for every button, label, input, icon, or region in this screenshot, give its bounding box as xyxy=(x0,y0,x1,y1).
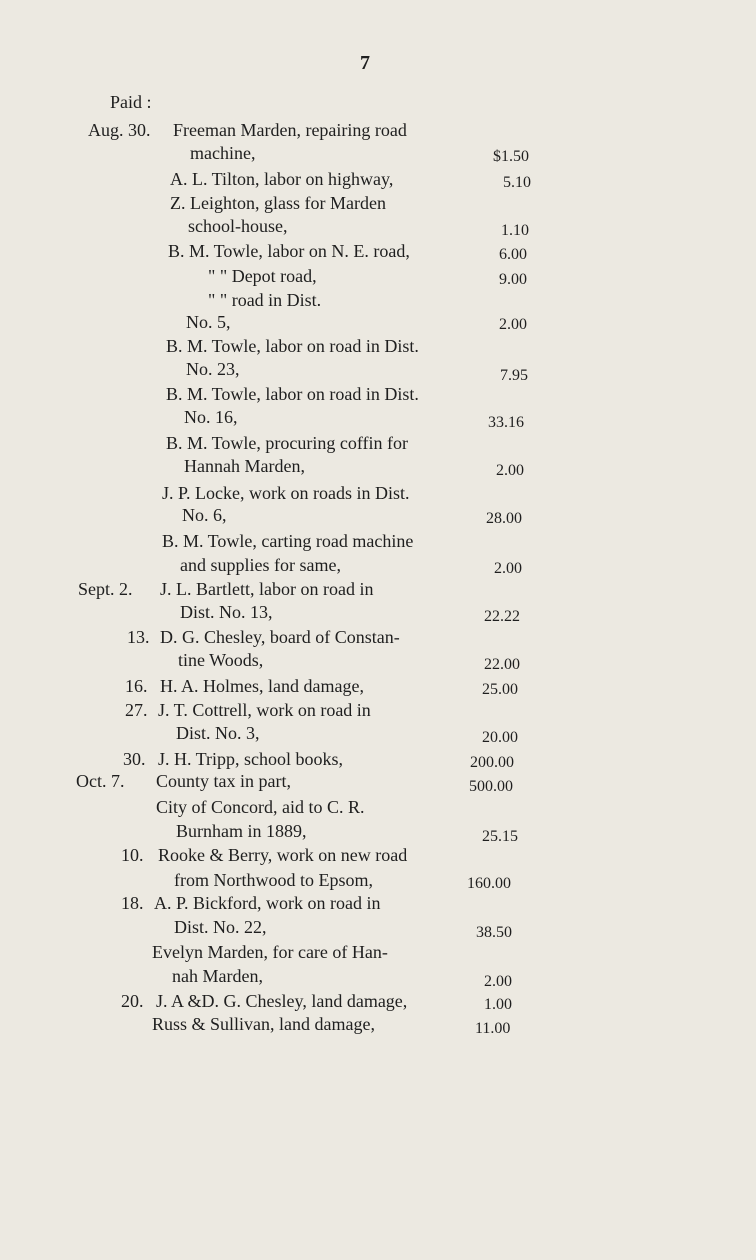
entry-amount: 2.00 xyxy=(494,560,522,577)
entry-line: Russ & Sullivan, land damage, xyxy=(152,1014,375,1034)
entry-line: tine Woods, xyxy=(178,650,264,670)
entry-line: County tax in part, xyxy=(156,771,291,791)
entry-line: J. L. Bartlett, labor on road in xyxy=(160,579,374,599)
entry-amount: 500.00 xyxy=(469,778,513,795)
entry-amount: 2.00 xyxy=(484,973,512,990)
entry-amount: 9.00 xyxy=(499,271,527,288)
entry-amount: 28.00 xyxy=(486,510,522,527)
entry-amount: 2.00 xyxy=(499,316,527,333)
entry-date: Sept. 2. xyxy=(78,579,133,599)
entry-line: D. G. Chesley, board of Constan- xyxy=(160,627,400,647)
entry-line: B. M. Towle, procuring coffin for xyxy=(166,433,409,453)
entry-amount: 200.00 xyxy=(470,754,514,771)
entry-amount: 1.10 xyxy=(501,222,529,239)
entry-date: 18. xyxy=(121,893,144,913)
entry-amount: 25.00 xyxy=(482,681,518,698)
entry-amount: 2.00 xyxy=(496,462,524,479)
entry-amount: 6.00 xyxy=(499,246,527,263)
entry-line: Hannah Marden, xyxy=(184,456,305,476)
entry-line: J. T. Cottrell, work on road in xyxy=(158,700,371,720)
entry-line: machine, xyxy=(190,143,256,163)
entry-amount: $1.50 xyxy=(493,148,529,165)
entry-line: A. L. Tilton, labor on highway, xyxy=(170,169,394,189)
entry-line: H. A. Holmes, land damage, xyxy=(160,676,364,696)
entry-date: Oct. 7. xyxy=(76,771,125,791)
entry-date: 30. xyxy=(123,749,146,769)
entry-line: A. P. Bickford, work on road in xyxy=(154,893,381,913)
entry-line: B. M. Towle, labor on road in Dist. xyxy=(166,336,419,356)
entry-line: No. 5, xyxy=(186,312,231,332)
paid-heading: Paid : xyxy=(110,92,152,112)
entry-amount: 160.00 xyxy=(467,875,511,892)
entry-amount: 25.15 xyxy=(482,828,518,845)
entry-date: 10. xyxy=(121,845,144,865)
entry-line: J. H. Tripp, school books, xyxy=(158,749,344,769)
entry-line: school-house, xyxy=(188,216,288,236)
entry-line: No. 6, xyxy=(182,505,227,525)
entry-date: 27. xyxy=(125,700,148,720)
entry-line: B. M. Towle, labor on road in Dist. xyxy=(166,384,419,404)
entry-date: 20. xyxy=(121,991,144,1011)
entry-line: " " Depot road, xyxy=(208,266,317,286)
entry-line: Z. Leighton, glass for Marden xyxy=(170,193,386,213)
entry-line: Burnham in 1889, xyxy=(176,821,307,841)
entry-date: 16. xyxy=(125,676,148,696)
entry-line: Dist. No. 22, xyxy=(174,917,267,937)
entry-amount: 22.00 xyxy=(484,656,520,673)
entry-amount: 7.95 xyxy=(500,367,528,384)
entry-amount: 1.00 xyxy=(484,996,512,1013)
entry-line: from Northwood to Epsom, xyxy=(174,870,373,890)
entry-line: City of Concord, aid to C. R. xyxy=(156,797,365,817)
entry-line: B. M. Towle, labor on N. E. road, xyxy=(168,241,410,261)
entry-amount: 11.00 xyxy=(475,1020,511,1037)
entry-line: " " road in Dist. xyxy=(208,290,322,310)
entry-line: Rooke & Berry, work on new road xyxy=(158,845,408,865)
entry-line: Dist. No. 13, xyxy=(180,602,273,622)
entry-line: Freeman Marden, repairing road xyxy=(173,120,407,140)
entry-line: Evelyn Marden, for care of Han- xyxy=(152,942,388,962)
entry-line: B. M. Towle, carting road machine xyxy=(162,531,414,551)
entry-date: 13. xyxy=(127,627,150,647)
entry-line: nah Marden, xyxy=(172,966,263,986)
entry-amount: 20.00 xyxy=(482,729,518,746)
entry-date: Aug. 30. xyxy=(88,120,151,140)
page-number: 7 xyxy=(360,52,370,74)
entry-amount: 22.22 xyxy=(484,608,520,625)
entry-line: J. A &D. G. Chesley, land damage, xyxy=(156,991,408,1011)
entry-amount: 38.50 xyxy=(476,924,512,941)
entry-line: No. 16, xyxy=(184,407,238,427)
entry-line: Dist. No. 3, xyxy=(176,723,260,743)
entry-line: and supplies for same, xyxy=(180,555,341,575)
entry-amount: 33.16 xyxy=(488,414,524,431)
entry-amount: 5.10 xyxy=(503,174,531,191)
entry-line: No. 23, xyxy=(186,359,240,379)
entry-line: J. P. Locke, work on roads in Dist. xyxy=(162,483,410,503)
